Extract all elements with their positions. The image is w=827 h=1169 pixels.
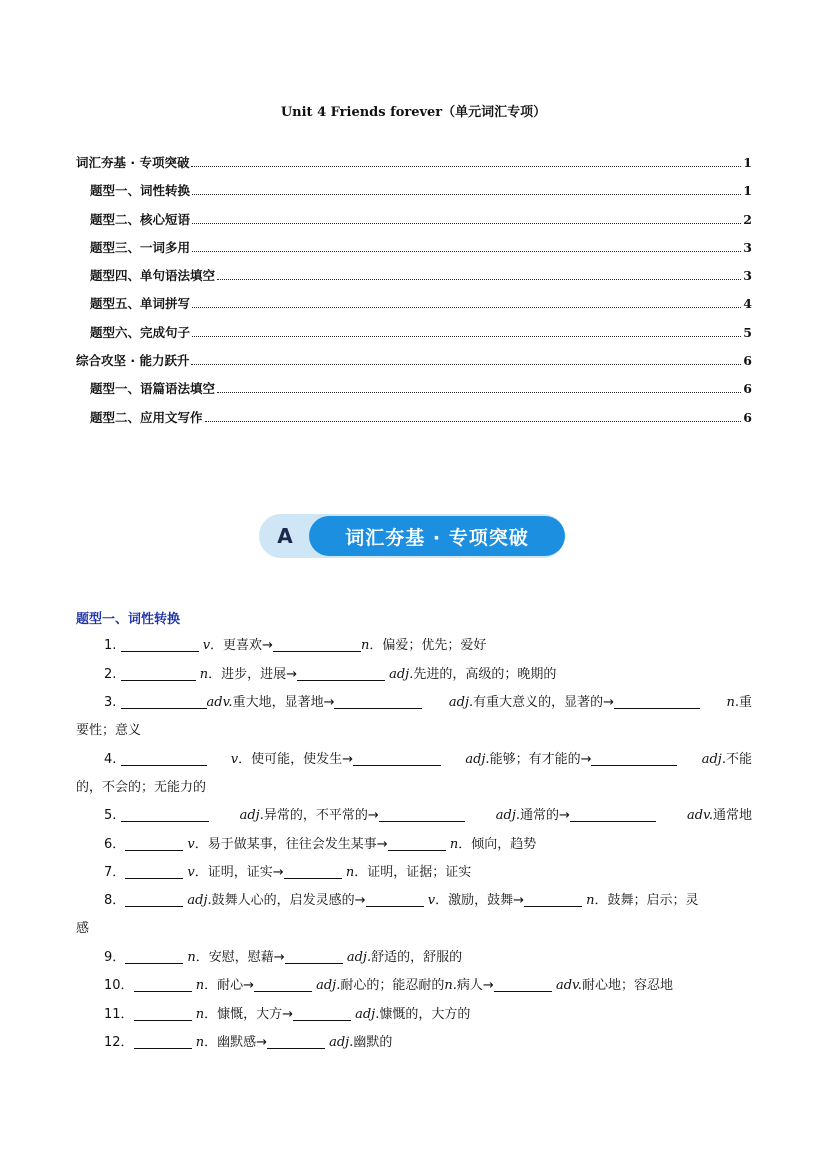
pos-label: adj. bbox=[701, 752, 726, 767]
pos-label: n bbox=[345, 865, 355, 880]
item-text: 先进的，高级的；晚期的 bbox=[413, 667, 557, 682]
item-text: 有重大意义的，显著的→ bbox=[473, 695, 615, 710]
toc-label: 题型三、一词多用 bbox=[90, 239, 191, 255]
item-text: ．耐心→ bbox=[204, 978, 254, 993]
answer-blank[interactable] bbox=[524, 892, 582, 907]
toc-entry[interactable] bbox=[76, 323, 752, 351]
item-number: 6． bbox=[104, 837, 126, 852]
pos-label: adj. bbox=[465, 752, 490, 767]
item-text: 异常的，不平常的→ bbox=[263, 808, 379, 823]
item-number: 4. bbox=[104, 752, 117, 767]
item-text: ．激励，鼓舞→ bbox=[435, 893, 524, 908]
item-number: 12． bbox=[104, 1035, 134, 1050]
pos-label: n bbox=[199, 667, 209, 682]
item-text: 耐心的；能忍耐的 bbox=[340, 978, 445, 993]
pos-label: n. bbox=[444, 978, 457, 993]
answer-blank[interactable] bbox=[125, 836, 183, 851]
toc-label: 题型五、单词拼写 bbox=[90, 296, 191, 312]
toc-leader bbox=[191, 166, 741, 167]
exercise-item bbox=[76, 661, 780, 689]
pos-label: adv. bbox=[555, 978, 582, 993]
answer-blank[interactable] bbox=[284, 864, 342, 879]
answer-blank[interactable] bbox=[134, 977, 192, 992]
item-text: ．证明，证据；证实 bbox=[354, 865, 472, 880]
toc-label: 词汇夯基 · 专项突破 bbox=[76, 155, 190, 170]
toc-page-number: 1 bbox=[743, 183, 752, 199]
toc-label: 题型一、语篇语法填空 bbox=[90, 381, 216, 397]
answer-blank[interactable] bbox=[591, 751, 677, 766]
item-text: .重 bbox=[734, 695, 752, 710]
toc-label: 题型一、词性转换 bbox=[90, 183, 191, 199]
toc-page-number: 6 bbox=[743, 409, 752, 425]
toc-label: 题型二、应用文写作 bbox=[90, 409, 203, 425]
pos-label: adj. bbox=[355, 1007, 380, 1022]
answer-blank[interactable] bbox=[285, 949, 343, 964]
item-number: 2. bbox=[104, 667, 117, 682]
exercise-item bbox=[76, 831, 780, 859]
toc-leader bbox=[205, 421, 742, 422]
toc-label: 题型二、核心短语 bbox=[90, 211, 191, 227]
item-text: 鼓舞人心的，启发灵感的→ bbox=[211, 893, 366, 908]
toc-page-number: 6 bbox=[743, 353, 752, 369]
toc-page-number: 5 bbox=[743, 324, 752, 340]
pos-label: adj. bbox=[239, 808, 264, 823]
answer-blank[interactable] bbox=[125, 892, 183, 907]
pos-label: n bbox=[187, 950, 196, 965]
toc-entry[interactable] bbox=[76, 181, 752, 209]
exercise-item bbox=[76, 1001, 780, 1029]
answer-blank[interactable] bbox=[366, 892, 424, 907]
answer-blank[interactable] bbox=[293, 1006, 351, 1021]
answer-blank[interactable] bbox=[297, 666, 385, 681]
document-title: Unit 4 Friends forever（单元词汇专项） bbox=[280, 105, 547, 120]
answer-blank[interactable] bbox=[267, 1034, 325, 1049]
item-text: 耐心地；容忍地 bbox=[581, 978, 673, 993]
item-line bbox=[76, 746, 752, 774]
answer-blank[interactable] bbox=[134, 1006, 192, 1021]
pos-label: v bbox=[202, 638, 211, 653]
pos-label: adj. bbox=[346, 950, 372, 965]
pos-label: adv. bbox=[686, 808, 713, 823]
answer-blank[interactable] bbox=[353, 751, 441, 766]
item-text: 能够；有才能的→ bbox=[489, 752, 592, 767]
item-text: ．使可能，使发生→ bbox=[238, 752, 354, 767]
toc-entry[interactable] bbox=[76, 379, 752, 407]
pos-label: adv. bbox=[206, 695, 233, 710]
item-text: 通常的→ bbox=[520, 808, 570, 823]
toc-label: 题型六、完成句子 bbox=[90, 324, 191, 340]
exercise-item bbox=[76, 746, 752, 802]
item-continuation: 要性；意义 bbox=[76, 723, 142, 738]
item-number: 10． bbox=[104, 978, 134, 993]
item-text: 幽默的 bbox=[353, 1035, 393, 1050]
answer-blank[interactable] bbox=[121, 751, 207, 766]
toc-leader bbox=[192, 251, 741, 252]
toc-leader bbox=[217, 392, 741, 393]
toc-entry[interactable] bbox=[76, 210, 752, 238]
item-text: ．慷慨，大方→ bbox=[204, 1007, 293, 1022]
pos-label: n bbox=[726, 695, 735, 710]
pos-label: adj. bbox=[316, 978, 341, 993]
item-line bbox=[76, 802, 752, 830]
section-title: 题型一、词性转换 bbox=[76, 612, 181, 627]
item-text: ．易于做某事，往往会发生某事→ bbox=[194, 837, 388, 852]
answer-blank[interactable] bbox=[121, 694, 207, 709]
item-number: 9． bbox=[104, 950, 126, 965]
answer-blank[interactable] bbox=[388, 836, 446, 851]
answer-blank[interactable] bbox=[614, 694, 700, 709]
item-text: ．鼓舞；启示；灵 bbox=[594, 893, 699, 908]
answer-blank[interactable] bbox=[125, 864, 183, 879]
item-text: ．证明，证实→ bbox=[194, 865, 284, 880]
item-text: 病人→ bbox=[456, 978, 494, 993]
item-number: 1. bbox=[104, 638, 117, 653]
item-number: 7． bbox=[104, 865, 126, 880]
answer-blank[interactable] bbox=[273, 637, 361, 652]
toc-leader bbox=[192, 194, 741, 195]
pos-label: adj. bbox=[389, 667, 414, 682]
answer-blank[interactable] bbox=[570, 807, 656, 822]
item-continuation: 的，不会的；无能力的 bbox=[76, 780, 207, 795]
item-text: ．幽默感→ bbox=[204, 1035, 267, 1050]
pos-label: adj. bbox=[187, 893, 212, 908]
section-banner bbox=[259, 514, 567, 558]
answer-blank[interactable] bbox=[121, 637, 199, 652]
pos-label: n bbox=[195, 1035, 205, 1050]
table-of-contents bbox=[76, 153, 752, 436]
pos-label: n bbox=[195, 1007, 205, 1022]
answer-blank[interactable] bbox=[254, 977, 312, 992]
toc-page-number: 6 bbox=[743, 381, 752, 397]
pos-label: v bbox=[427, 893, 436, 908]
item-number: 8． bbox=[104, 893, 126, 908]
toc-page-number: 3 bbox=[743, 239, 752, 255]
exercise-item bbox=[76, 689, 752, 745]
toc-entry[interactable] bbox=[76, 351, 752, 379]
toc-label: 综合攻坚 · 能力跃升 bbox=[76, 353, 190, 369]
toc-label: 题型四、单句语法填空 bbox=[90, 268, 216, 284]
toc-leader bbox=[191, 364, 741, 365]
toc-page-number: 1 bbox=[743, 155, 752, 170]
exercise-item bbox=[76, 944, 780, 972]
pos-label: adj. bbox=[448, 695, 474, 710]
answer-blank[interactable] bbox=[121, 666, 196, 681]
answer-blank[interactable] bbox=[494, 977, 552, 992]
exercise-item bbox=[76, 632, 780, 660]
banner-title: 词汇夯基 · 专项突破 bbox=[309, 516, 565, 556]
item-number: 3. bbox=[104, 695, 117, 710]
item-text: ．偏爱；优先；爱好 bbox=[369, 638, 487, 653]
item-continuation: 感 bbox=[76, 921, 90, 936]
answer-blank[interactable] bbox=[121, 807, 209, 822]
item-text: 慷慨的，大方的 bbox=[379, 1007, 471, 1022]
item-line bbox=[76, 689, 752, 717]
banner-letter: A bbox=[277, 524, 293, 548]
answer-blank[interactable] bbox=[125, 949, 183, 964]
pos-label: n bbox=[586, 893, 595, 908]
exercise-item bbox=[76, 1029, 780, 1057]
answer-blank[interactable] bbox=[334, 694, 422, 709]
toc-entry[interactable] bbox=[76, 408, 752, 436]
toc-entry[interactable] bbox=[76, 238, 752, 266]
toc-entry[interactable] bbox=[76, 294, 752, 322]
pos-label: n bbox=[449, 837, 459, 852]
item-text: ．进步，进展→ bbox=[208, 667, 297, 682]
item-line bbox=[76, 887, 752, 915]
toc-page-number: 4 bbox=[743, 296, 752, 312]
item-text: 不能 bbox=[725, 752, 752, 767]
item-text: ．更喜欢→ bbox=[210, 638, 273, 653]
pos-label: n bbox=[360, 638, 370, 653]
pos-label: v bbox=[230, 752, 239, 767]
pos-label: n bbox=[195, 978, 205, 993]
answer-blank[interactable] bbox=[379, 807, 465, 822]
toc-leader bbox=[192, 307, 741, 308]
exercise-item bbox=[76, 802, 752, 830]
item-number: 11． bbox=[104, 1007, 134, 1022]
item-text: 舒适的，舒服的 bbox=[371, 950, 463, 965]
answer-blank[interactable] bbox=[134, 1034, 192, 1049]
toc-page-number: 2 bbox=[743, 211, 752, 227]
toc-leader bbox=[192, 223, 741, 224]
toc-leader bbox=[217, 279, 741, 280]
toc-entry[interactable] bbox=[76, 153, 752, 181]
pos-label: adj. bbox=[329, 1035, 354, 1050]
item-text: ．安慰，慰藉→ bbox=[195, 950, 285, 965]
exercise-item bbox=[76, 887, 752, 943]
toc-page-number: 3 bbox=[743, 268, 752, 284]
exercise-item bbox=[76, 972, 780, 1000]
item-text: 重大地，显著地→ bbox=[232, 695, 335, 710]
item-text: ．倾向，趋势 bbox=[458, 837, 537, 852]
exercise-item bbox=[76, 859, 780, 887]
item-text: 通常地 bbox=[712, 808, 752, 823]
item-number: 5. bbox=[104, 808, 117, 823]
pos-label: v bbox=[187, 837, 195, 852]
toc-entry[interactable] bbox=[76, 266, 752, 294]
toc-leader bbox=[192, 336, 741, 337]
pos-label: v bbox=[187, 865, 195, 880]
pos-label: adj. bbox=[495, 808, 521, 823]
